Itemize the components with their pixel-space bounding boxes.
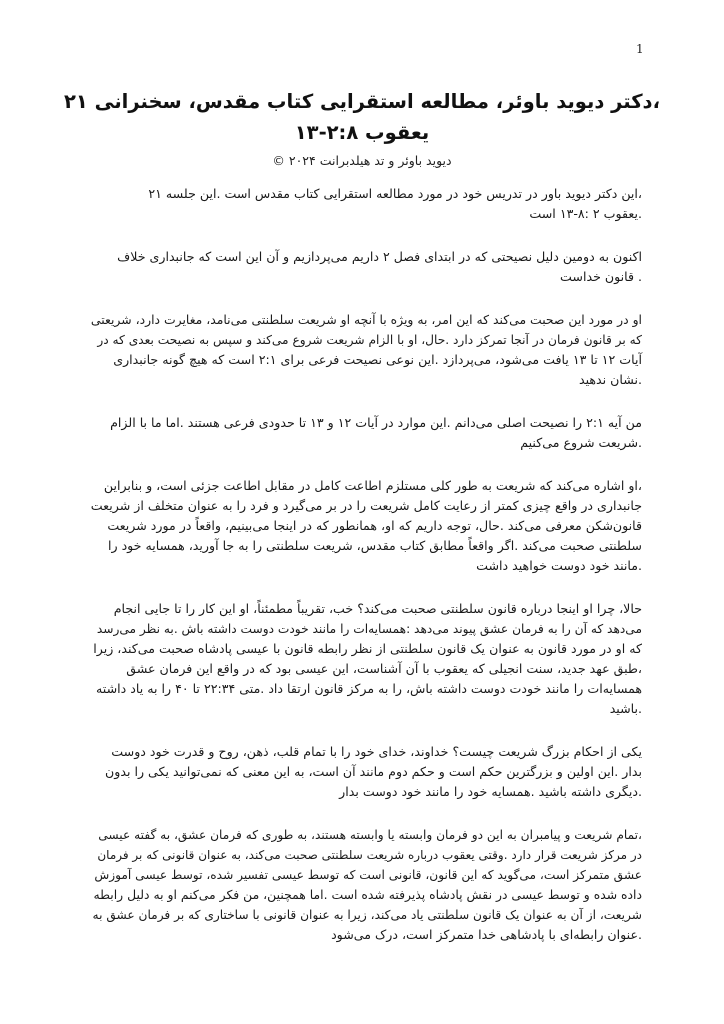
text-line: می‌دهد که آن را به فرمان عشق پیوند می‌دهد :همسایه‌ات را مانند خودت دوست داشته باش .به نظر می‌رسد xyxy=(96,622,642,636)
page-number: 1 xyxy=(636,42,644,56)
text-line: قانون‌شکن معرفی می‌کند .حال، توجه داریم که او، همانطور که در اینجا می‌بینیم، واقعاً در مورد شریعت xyxy=(107,518,642,533)
paragraph xyxy=(90,476,642,576)
text-line: .یعقوب ۲ :۸-۱۳ است xyxy=(529,206,642,221)
text-line: جانبداری در واقع چیزی کمتر از رعایت کامل شریعت را در بر می‌گیرد و فرد را به عنوان متخلف از شریعت xyxy=(90,498,642,513)
text-line: بدار .این اولین و بزرگترین حکم است و حکم دوم مانند آن است، به این معنی که نمی‌توانید یکی را بدون xyxy=(105,764,642,779)
text-line: حالا، چرا او اینجا درباره قانون سلطنتی صحبت می‌کند؟ خب، تقریباً مطمئناً، او این کار را تا جایی انجام xyxy=(113,601,642,616)
text-line: در مرکز شریعت قرار دارد .وقتی یعقوب درباره شریعت سلطنتی صحبت می‌کند، به عنوان قانونی که بر فرمان xyxy=(97,848,642,862)
text-line: ،تمام شریعت و پیامبران به این دو فرمان وابسته یا وابسته هستند، به طوری که فرمان عشق، به گفته عیسی xyxy=(98,828,642,842)
text-line: .نشان ندهید xyxy=(579,372,642,387)
paragraph xyxy=(90,742,642,802)
text-line: شریعت، از آن به عنوان یک قانون سلطنتی یاد می‌کند، زیرا به عنوان قانونی با ساختاری که بر فرمان عشق به xyxy=(92,908,642,922)
text-line: آیات ۱۲ تا ۱۳ یافت می‌شود، می‌پردازد .این نوعی نصیحت فرعی برای ۲:۱ است که هیچ گونه جانبداری xyxy=(113,352,642,367)
paragraph xyxy=(90,413,642,453)
text-line: اکنون به دومین دلیل نصیحتی که در ابتدای فصل ۲ داریم می‌پردازیم و آن این است که جانبداری خلاف xyxy=(117,249,642,264)
text-line: ،او اشاره می‌کند که شریعت به طور کلی مستلزم اطاعت کامل در مقابل اطاعت جزئی است، و بنابراین xyxy=(103,478,642,493)
text-line: .مانند خود دوست خواهید داشت xyxy=(476,558,642,573)
paragraph xyxy=(90,184,642,224)
paragraph xyxy=(90,825,642,945)
paragraph xyxy=(90,247,642,287)
paragraph xyxy=(90,599,642,719)
text-line: ،طبق عهد جدید، سنت انجیلی که یعقوب با آن آشناست، این عیسی بود که در واقع این فرمان عشق xyxy=(126,661,642,676)
title-line-1: ،دکتر دیوید باوئر، مطالعه استقرایی کتاب مقدس، سخنرانی ۲۱ xyxy=(64,90,660,113)
text-line: ،این دکتر دیوید باور در تدریس خود در مورد مطالعه استقرایی کتاب مقدس است .این جلسه ۲۱ xyxy=(148,186,642,201)
text-line: داده شده و توسط عیسی در نقش پادشاه پذیرفته شده است .اما همچنین، من فکر می‌کنم او به دلیل رابطه xyxy=(93,887,642,902)
text-line: . قانون خداست xyxy=(560,269,642,284)
text-line: .عنوان رابطه‌ای با پادشاهی خدا متمرکز است، درک می‌شود xyxy=(331,927,642,942)
text-line: که بر قانون فرمان در آنجا تمرکز دارد .حال، او با الزام شریعت شروع می‌کند و سپس به نصیحت بعدی که در xyxy=(97,333,642,347)
text-line: او در مورد این صحبت می‌کند که این امر، به ویژه با آنچه او شریعت سلطنتی می‌نامد، مغایرت دارد، شریعتی xyxy=(90,312,642,327)
text-line: همسایه‌ات را مانند خودت دوست داشته باش، را به مرکز قانون ارتقا داد .متی ۲۲:۳۴ تا ۴۰ را به یاد داشته xyxy=(96,681,642,696)
document-body xyxy=(90,184,642,968)
text-line: عشق متمرکز است، می‌گوید که این قانون، قانونی است که توسط عیسی تفسیر شده، توسط عیسی آموزش xyxy=(94,868,642,882)
title-line-2: یعقوب ۲:۸-۱۳ xyxy=(294,121,430,144)
text-line: .شریعت شروع می‌کنیم xyxy=(520,435,642,450)
text-line: .باشید xyxy=(609,701,642,716)
author-copyright-line: دیوید باوئر و تد هیلدبرانت ۲۰۲۴ © xyxy=(272,153,452,168)
text-line: .دیگری داشته باشید .همسایه خود را مانند خود دوست بدار xyxy=(339,784,642,799)
paragraph xyxy=(90,310,642,390)
text-line: که او در مورد قانون به عنوان یک قانون سلطنتی از نظر رابطه قانون با عیسی پادشاه صحبت می‌کند، زیرا xyxy=(93,641,642,656)
text-line: یکی از احکام بزرگ شریعت چیست؟ خداوند، خدای خود را با تمام قلب، ذهن، روح و قدرت خود دوست xyxy=(111,744,642,759)
text-line: سلطنتی صحبت می‌کند .اگر واقعاً مطابق کتاب مقدس، شریعت سلطنتی را به جا آورید، همسایه خود را xyxy=(107,538,642,553)
document-title xyxy=(60,86,664,148)
text-line: من آیه ۲:۱ را نصیحت اصلی می‌دانم .این موارد در آیات ۱۲ و ۱۳ تا حدودی فرعی هستند .اما ما با الزام xyxy=(110,415,642,430)
